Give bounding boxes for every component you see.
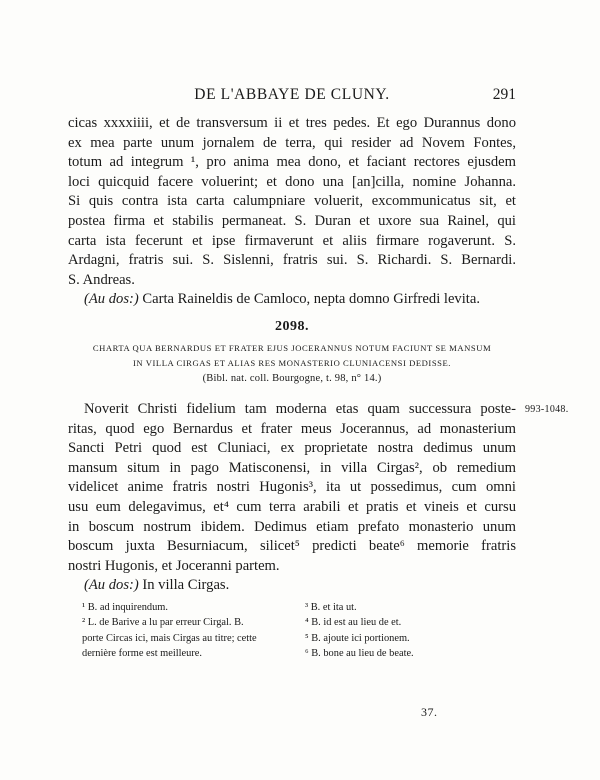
text-line: boscum juxta Besurniacum, silicet⁵ predicti beate⁶ memorie fratris	[68, 538, 516, 555]
footnotes-right	[305, 600, 520, 662]
charter-title-line: CHARTA QUA BERNARDUS ET FRATER EJUS JOCERANNUS NOTUM FACIUNT SE MANSUM	[92, 343, 492, 353]
dorsal-note	[68, 576, 516, 596]
footnotes-left	[82, 600, 292, 662]
footnote-mark: ⁶	[305, 648, 309, 660]
text-line: usu eum delegavimus, et⁴ cum terra arabili et pratis et vineis et cursu	[68, 498, 516, 515]
footnote-continuation	[82, 631, 292, 646]
charter-text	[68, 400, 516, 596]
text-line: Si quis contra ista carta calumpniare voluerit, excommunicatus sit, et	[68, 193, 516, 210]
footnote-mark: ⁴	[305, 617, 309, 629]
text-line: totum ad integrum ¹, pro anima mea dono, et faciant rectores ejusdem	[68, 154, 516, 171]
dorsal-text: In villa Cirgas.	[142, 577, 230, 594]
charter-number: 2098.	[275, 319, 309, 334]
footnote-text: B. et ita ut.	[310, 602, 357, 613]
footnote-mark: ⁵	[305, 632, 309, 644]
text-line: videlicet anime fratris nostri Hugonis³, ita ut possedimus, cum omni	[68, 479, 516, 496]
footnote	[305, 631, 520, 646]
text-line: ritas, quod ego Bernardus et frater meus Jocerannus, ad monasterium	[68, 420, 516, 437]
running-title: DE L'ABBAYE DE CLUNY.	[194, 86, 390, 103]
footnote-text: porte Circas ici, mais Cirgas au titre; cette	[82, 632, 257, 644]
text-line: S. Andreas.	[68, 271, 135, 288]
footnote-text: dernière forme est meilleure.	[82, 648, 203, 660]
text-line: ex mea parte unum jornalem de terra, qui resider ad Novem Fontes,	[68, 134, 516, 151]
page-number: 291	[492, 86, 516, 103]
text-line: mansum situm in pago Matisconensi, in villa Cirgas², ob remedium	[68, 459, 516, 476]
text-line: carta ista fecerunt et ipse firmaverunt et aliis firmare rogaverunt. S.	[68, 232, 516, 249]
footnote-text: B. ajoute ici portionem.	[311, 632, 410, 644]
footnote	[305, 646, 520, 661]
running-head	[68, 86, 516, 108]
footnote-mark: ³	[305, 602, 309, 613]
dorsal-text: Carta Raineldis de Camloco, nepta domno Girfredi levita.	[142, 291, 480, 308]
margin-date: 993-1048.	[525, 404, 569, 415]
dorsal-label: (Au dos:)	[84, 577, 139, 594]
footnote-mark: ¹	[82, 602, 86, 613]
footnote-continuation	[82, 646, 292, 661]
text-line: Sancti Petri quod est Cluniaci, ex proprietate nostra dedimus unum	[68, 440, 516, 457]
dorsal-label: (Au dos:)	[84, 291, 139, 308]
footnote-text: B. ad inquirendum.	[87, 602, 168, 613]
footnote-mark: ²	[82, 617, 86, 629]
text-line: postea firma et stabilis permaneat. S. Duran et uxore sua Rainel, qui	[68, 212, 516, 229]
footnote-text: L. de Barive a lu par erreur Cirgal. B.	[87, 617, 244, 629]
text-line: cicas xxxxiiii, et de transversum ii et tres pedes. Et ego Durannus dono	[68, 115, 516, 131]
charter-source: (Bibl. nat. coll. Bourgogne, t. 98, n° 14.)	[202, 373, 382, 384]
footnote	[82, 615, 292, 630]
previous-charter-text	[68, 114, 516, 310]
dorsal-note	[68, 290, 516, 310]
footnote-text: B. id est au lieu de et.	[311, 617, 402, 629]
footnote-text: B. bone au lieu de beate.	[311, 648, 414, 660]
charter-title-line: IN VILLA CIRGAS ET ALIAS RES MONASTERIO CLUNIACENSI DEDISSE.	[133, 358, 451, 368]
text-line: loci quicquid facere voluerint; et dono una [an]cilla, nomine Johanna.	[68, 173, 516, 190]
text-line: Noverit Christi fidelium tam moderna etas quam successura poste-	[84, 401, 516, 417]
text-line: in boscum nostrum ibidem. Dedimus etiam prefato monasterio unum	[68, 518, 516, 535]
text-line: nostri Hugonis, et Joceranni partem.	[68, 557, 280, 574]
footnote	[305, 600, 520, 615]
signature-mark: 37.	[421, 705, 438, 719]
footnote	[305, 615, 520, 630]
charter-title	[68, 341, 516, 371]
footnote	[82, 600, 292, 615]
text-line: Ardagni, fratris sui. S. Sislenni, fratris sui. S. Richardi. S. Bernardi.	[68, 252, 516, 269]
